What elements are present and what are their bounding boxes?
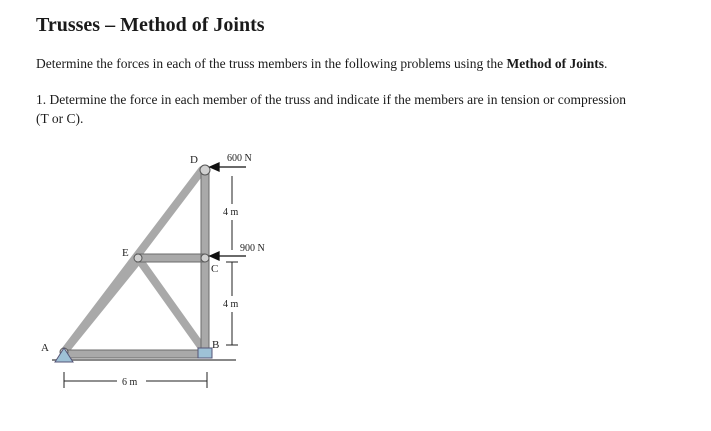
pin-d: [200, 165, 210, 175]
load-600-label: 600 N: [227, 153, 252, 164]
support-b-icon: [198, 348, 212, 358]
load-900-label: 900 N: [240, 243, 265, 254]
member-eb: [138, 258, 205, 352]
load-900-arrowhead: [210, 252, 219, 260]
method-name: Method of Joints: [506, 56, 605, 71]
problem-number: 1.: [36, 92, 47, 107]
instructions-text: Determine the forces in each of the truss members in the following problems using the: [36, 56, 507, 71]
pin-e: [134, 254, 142, 262]
joint-c-label: C: [211, 263, 219, 275]
dimension-upper-label: 4 m: [223, 207, 239, 218]
page-title: Trusses – Method of Joints: [36, 14, 265, 36]
joint-d-label: D: [190, 154, 198, 166]
problem-text: Determine the force in each member of the truss and indicate if the members are in tension or compression (T or C).: [36, 92, 627, 126]
joint-e-label: E: [122, 247, 129, 259]
dimension-lower-label: 4 m: [223, 299, 239, 310]
joint-a-label: A: [41, 342, 49, 354]
instructions-end: .: [604, 56, 608, 71]
load-600-arrowhead: [210, 163, 219, 171]
pin-c: [201, 254, 209, 262]
joint-b-label: B: [212, 339, 220, 351]
vertical-dimensions: [226, 176, 238, 345]
member-ae: [64, 258, 140, 352]
dimension-base-label: 6 m: [122, 377, 138, 388]
